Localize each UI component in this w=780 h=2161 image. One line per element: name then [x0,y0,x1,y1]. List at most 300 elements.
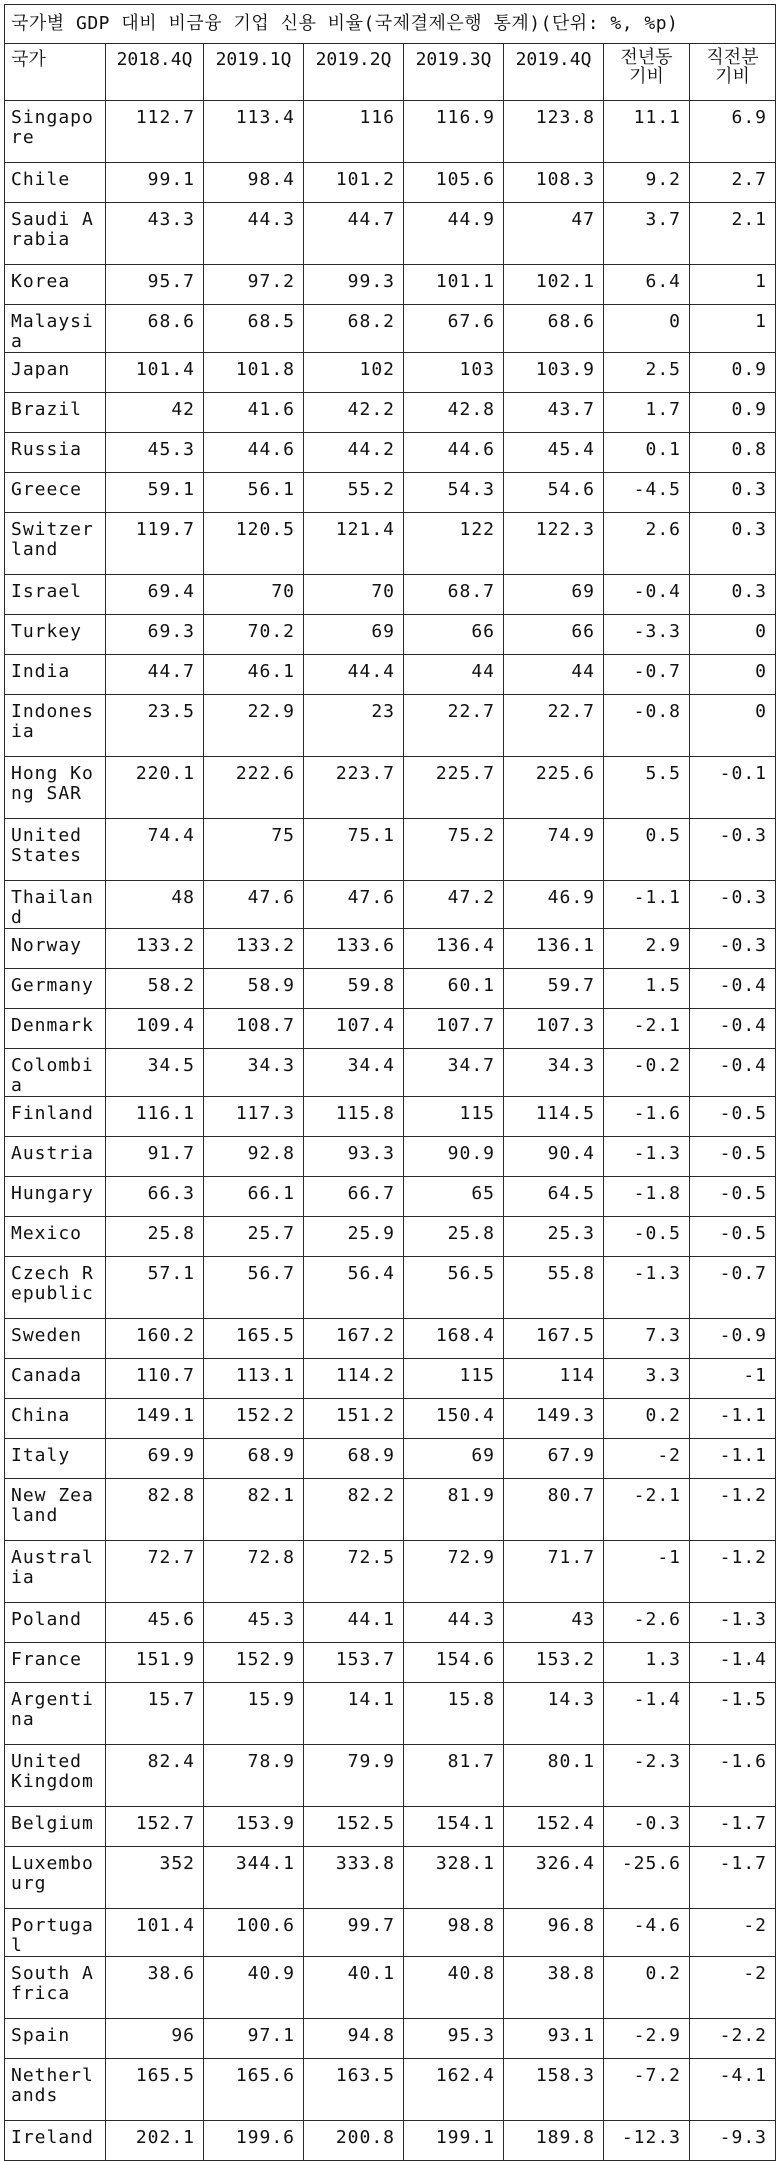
table-row [5,1049,776,1097]
cell-2019-3q: 115 [404,1359,504,1399]
cell-country: Ireland [5,2121,106,2161]
cell-yoy: -4.6 [604,1909,690,1957]
cell-country: Poland [5,1603,106,1643]
cell-country: Hong Kong SAR [5,757,106,819]
cell-2019-2q: 151.2 [304,1399,404,1439]
cell-2019-1q: 68.9 [204,1439,304,1479]
cell-2019-2q: 68.2 [304,305,404,353]
cell-2019-1q: 165.6 [204,2059,304,2121]
cell-qoq: -0.5 [690,1217,776,1257]
cell-2019-1q: 100.6 [204,1909,304,1957]
header-country: 국가 [5,44,106,101]
cell-2019-2q: 153.7 [304,1643,404,1683]
cell-2019-3q: 225.7 [404,757,504,819]
cell-country: France [5,1643,106,1683]
cell-2018-4q: 116.1 [106,1097,204,1137]
cell-country: Netherlands [5,2059,106,2121]
cell-2019-3q: 25.8 [404,1217,504,1257]
cell-yoy: -1.3 [604,1257,690,1319]
cell-2019-2q: 82.2 [304,1479,404,1541]
cell-2019-3q: 15.8 [404,1683,504,1745]
cell-2019-1q: 56.7 [204,1257,304,1319]
cell-2019-2q: 23 [304,695,404,757]
cell-2019-2q: 70 [304,575,404,615]
cell-yoy: 0.1 [604,433,690,473]
cell-2019-3q: 81.9 [404,1479,504,1541]
cell-country: Hungary [5,1177,106,1217]
header-yoy [604,44,690,101]
cell-country: Portugal [5,1909,106,1957]
cell-2019-3q: 72.9 [404,1541,504,1603]
cell-2018-4q: 59.1 [106,473,204,513]
cell-qoq: -1.2 [690,1479,776,1541]
cell-2019-2q: 101.2 [304,163,404,203]
cell-2019-4q: 66 [504,615,604,655]
cell-yoy: 0.5 [604,819,690,881]
cell-2019-4q: 153.2 [504,1643,604,1683]
cell-country: Brazil [5,393,106,433]
cell-qoq: -1.5 [690,1683,776,1745]
cell-qoq: -1.7 [690,1847,776,1909]
cell-2019-2q: 107.4 [304,1009,404,1049]
cell-2019-2q: 163.5 [304,2059,404,2121]
cell-2019-2q: 66.7 [304,1177,404,1217]
cell-country: Singapore [5,101,106,163]
cell-qoq: -9.3 [690,2121,776,2161]
table-row [5,473,776,513]
cell-yoy: 0 [604,305,690,353]
table-row [5,1479,776,1541]
cell-qoq: -2 [690,1909,776,1957]
header-qoq [690,44,776,101]
cell-2019-4q: 136.1 [504,929,604,969]
cell-yoy: -12.3 [604,2121,690,2161]
cell-country: Turkey [5,615,106,655]
cell-2019-1q: 44.3 [204,203,304,265]
cell-2019-2q: 56.4 [304,1257,404,1319]
cell-2019-4q: 93.1 [504,2019,604,2059]
cell-2019-4q: 149.3 [504,1399,604,1439]
cell-2019-3q: 101.1 [404,265,504,305]
table-row [5,1009,776,1049]
table-row [5,1439,776,1479]
cell-2019-3q: 168.4 [404,1319,504,1359]
cell-2019-1q: 165.5 [204,1319,304,1359]
cell-2019-2q: 75.1 [304,819,404,881]
cell-country: Spain [5,2019,106,2059]
cell-2019-4q: 67.9 [504,1439,604,1479]
cell-2019-3q: 69 [404,1439,504,1479]
cell-yoy: -7.2 [604,2059,690,2121]
cell-2019-2q: 72.5 [304,1541,404,1603]
cell-country: Belgium [5,1807,106,1847]
cell-country: Malaysia [5,305,106,353]
cell-2019-3q: 98.8 [404,1909,504,1957]
cell-yoy: 9.2 [604,163,690,203]
cell-2019-3q: 115 [404,1097,504,1137]
cell-yoy: -0.3 [604,1807,690,1847]
cell-2019-4q: 225.6 [504,757,604,819]
cell-2019-1q: 40.9 [204,1957,304,2019]
cell-2019-3q: 40.8 [404,1957,504,2019]
cell-2019-4q: 43.7 [504,393,604,433]
cell-2018-4q: 165.5 [106,2059,204,2121]
credit-ratio-table [4,4,776,2161]
cell-2019-1q: 92.8 [204,1137,304,1177]
table-row [5,1909,776,1957]
cell-2018-4q: 25.8 [106,1217,204,1257]
table-row [5,2019,776,2059]
cell-2019-4q: 69 [504,575,604,615]
cell-2019-4q: 71.7 [504,1541,604,1603]
cell-qoq: 0 [690,695,776,757]
cell-2019-3q: 66 [404,615,504,655]
cell-2019-1q: 47.6 [204,881,304,929]
cell-2019-2q: 25.9 [304,1217,404,1257]
cell-country: Norway [5,929,106,969]
cell-qoq: -0.5 [690,1177,776,1217]
cell-2019-2q: 223.7 [304,757,404,819]
cell-2019-3q: 42.8 [404,393,504,433]
cell-2019-2q: 99.7 [304,1909,404,1957]
cell-2019-1q: 78.9 [204,1745,304,1807]
header-2019-2q: 2019.2Q [304,44,404,101]
cell-qoq: 0.8 [690,433,776,473]
table-row [5,1683,776,1745]
cell-yoy: -2.6 [604,1603,690,1643]
cell-2019-3q: 22.7 [404,695,504,757]
cell-2019-3q: 44 [404,655,504,695]
cell-2019-2q: 14.1 [304,1683,404,1745]
header-2018-4q: 2018.4Q [106,44,204,101]
cell-2019-4q: 80.1 [504,1745,604,1807]
cell-qoq: -2 [690,1957,776,2019]
cell-2019-1q: 70.2 [204,615,304,655]
cell-2019-3q: 90.9 [404,1137,504,1177]
cell-2019-1q: 120.5 [204,513,304,575]
cell-2019-2q: 44.1 [304,1603,404,1643]
cell-2019-3q: 162.4 [404,2059,504,2121]
cell-country: United Kingdom [5,1745,106,1807]
cell-2018-4q: 220.1 [106,757,204,819]
cell-2019-3q: 60.1 [404,969,504,1009]
cell-2018-4q: 44.7 [106,655,204,695]
table-row [5,1643,776,1683]
cell-2019-1q: 66.1 [204,1177,304,1217]
cell-2019-1q: 22.9 [204,695,304,757]
cell-yoy: 0.2 [604,1957,690,2019]
cell-2019-3q: 44.9 [404,203,504,265]
cell-country: Italy [5,1439,106,1479]
cell-2019-2q: 93.3 [304,1137,404,1177]
cell-2019-1q: 117.3 [204,1097,304,1137]
cell-2019-3q: 44.6 [404,433,504,473]
cell-2019-2q: 44.7 [304,203,404,265]
cell-2019-4q: 74.9 [504,819,604,881]
cell-2019-1q: 15.9 [204,1683,304,1745]
table-row [5,1399,776,1439]
cell-2019-3q: 328.1 [404,1847,504,1909]
cell-2018-4q: 45.3 [106,433,204,473]
cell-2019-1q: 56.1 [204,473,304,513]
header-qoq-line2: 기비 [715,66,750,87]
cell-2019-1q: 97.2 [204,265,304,305]
cell-2018-4q: 68.6 [106,305,204,353]
table-row [5,881,776,929]
table-row [5,615,776,655]
cell-2018-4q: 202.1 [106,2121,204,2161]
table-row [5,265,776,305]
cell-2019-4q: 68.6 [504,305,604,353]
cell-2019-4q: 122.3 [504,513,604,575]
cell-qoq: -0.3 [690,929,776,969]
cell-2019-2q: 333.8 [304,1847,404,1909]
table-row [5,695,776,757]
table-body [5,101,776,2161]
cell-country: Indonesia [5,695,106,757]
cell-country: Japan [5,353,106,393]
cell-2019-4q: 25.3 [504,1217,604,1257]
cell-2019-2q: 102 [304,353,404,393]
cell-2019-4q: 47 [504,203,604,265]
cell-2019-2q: 40.1 [304,1957,404,2019]
cell-2019-4q: 64.5 [504,1177,604,1217]
cell-qoq: 0 [690,655,776,695]
cell-qoq: 1 [690,305,776,353]
cell-2019-3q: 75.2 [404,819,504,881]
cell-yoy: 2.9 [604,929,690,969]
cell-yoy: -1.1 [604,881,690,929]
cell-2018-4q: 91.7 [106,1137,204,1177]
cell-country: Sweden [5,1319,106,1359]
table-row [5,1257,776,1319]
cell-2019-1q: 68.5 [204,305,304,353]
cell-2018-4q: 82.8 [106,1479,204,1541]
cell-yoy: -25.6 [604,1847,690,1909]
cell-qoq: -1.2 [690,1541,776,1603]
cell-2019-2q: 79.9 [304,1745,404,1807]
cell-country: United States [5,819,106,881]
cell-2018-4q: 112.7 [106,101,204,163]
cell-country: Chile [5,163,106,203]
cell-2019-3q: 116.9 [404,101,504,163]
cell-2019-1q: 25.7 [204,1217,304,1257]
cell-2019-2q: 200.8 [304,2121,404,2161]
cell-country: New Zealand [5,1479,106,1541]
cell-yoy: 3.3 [604,1359,690,1399]
cell-qoq: -0.3 [690,819,776,881]
table-row [5,969,776,1009]
cell-yoy: -0.5 [604,1217,690,1257]
table-row [5,1745,776,1807]
cell-2019-2q: 34.4 [304,1049,404,1097]
cell-yoy: 2.5 [604,353,690,393]
table-row [5,2121,776,2161]
cell-yoy: -0.4 [604,575,690,615]
cell-qoq: -1.6 [690,1745,776,1807]
cell-2018-4q: 99.1 [106,163,204,203]
cell-2019-3q: 54.3 [404,473,504,513]
cell-2019-2q: 121.4 [304,513,404,575]
cell-2019-3q: 122 [404,513,504,575]
cell-2018-4q: 69.9 [106,1439,204,1479]
cell-2018-4q: 74.4 [106,819,204,881]
cell-2019-1q: 34.3 [204,1049,304,1097]
cell-qoq: 0.3 [690,473,776,513]
cell-country: Australia [5,1541,106,1603]
cell-2019-3q: 68.7 [404,575,504,615]
cell-2019-3q: 154.6 [404,1643,504,1683]
cell-2019-1q: 46.1 [204,655,304,695]
cell-2019-2q: 68.9 [304,1439,404,1479]
cell-2019-1q: 152.2 [204,1399,304,1439]
cell-qoq: -4.1 [690,2059,776,2121]
cell-country: Mexico [5,1217,106,1257]
cell-2019-4q: 123.8 [504,101,604,163]
cell-yoy: -2.3 [604,1745,690,1807]
cell-2019-3q: 103 [404,353,504,393]
cell-country: Denmark [5,1009,106,1049]
cell-2019-4q: 107.3 [504,1009,604,1049]
cell-2019-1q: 44.6 [204,433,304,473]
cell-2018-4q: 48 [106,881,204,929]
cell-country: Israel [5,575,106,615]
cell-2019-2q: 99.3 [304,265,404,305]
cell-2018-4q: 34.5 [106,1049,204,1097]
cell-2019-4q: 34.3 [504,1049,604,1097]
table-row [5,1217,776,1257]
cell-2019-3q: 95.3 [404,2019,504,2059]
cell-2018-4q: 72.7 [106,1541,204,1603]
table-row [5,1097,776,1137]
cell-2019-4q: 167.5 [504,1319,604,1359]
cell-country: Greece [5,473,106,513]
cell-2019-4q: 114.5 [504,1097,604,1137]
cell-yoy: 11.1 [604,101,690,163]
cell-2019-1q: 199.6 [204,2121,304,2161]
cell-country: Korea [5,265,106,305]
cell-2019-2q: 114.2 [304,1359,404,1399]
cell-country: Luxembourg [5,1847,106,1909]
cell-2019-1q: 72.8 [204,1541,304,1603]
cell-2019-1q: 133.2 [204,929,304,969]
cell-2019-1q: 344.1 [204,1847,304,1909]
cell-2019-4q: 44 [504,655,604,695]
table-row [5,163,776,203]
cell-country: Saudi Arabia [5,203,106,265]
cell-2019-2q: 55.2 [304,473,404,513]
header-2019-1q: 2019.1Q [204,44,304,101]
cell-yoy: 1.3 [604,1643,690,1683]
cell-country: Switzerland [5,513,106,575]
cell-country: Austria [5,1137,106,1177]
cell-2019-4q: 114 [504,1359,604,1399]
cell-qoq: -0.3 [690,881,776,929]
cell-2019-1q: 97.1 [204,2019,304,2059]
cell-country: Czech Republic [5,1257,106,1319]
cell-qoq: -0.1 [690,757,776,819]
cell-2019-3q: 65 [404,1177,504,1217]
cell-2019-4q: 45.4 [504,433,604,473]
cell-2019-3q: 107.7 [404,1009,504,1049]
cell-2019-2q: 133.6 [304,929,404,969]
cell-2018-4q: 66.3 [106,1177,204,1217]
cell-2019-1q: 98.4 [204,163,304,203]
cell-2019-2q: 167.2 [304,1319,404,1359]
cell-yoy: 2.6 [604,513,690,575]
cell-2018-4q: 96 [106,2019,204,2059]
cell-country: India [5,655,106,695]
cell-2019-4q: 158.3 [504,2059,604,2121]
cell-2019-2q: 47.6 [304,881,404,929]
cell-qoq: -2.2 [690,2019,776,2059]
table-row [5,1847,776,1909]
cell-2019-1q: 108.7 [204,1009,304,1049]
cell-2019-4q: 90.4 [504,1137,604,1177]
cell-qoq: -0.4 [690,969,776,1009]
cell-2018-4q: 152.7 [106,1807,204,1847]
cell-2019-4q: 22.7 [504,695,604,757]
cell-2019-4q: 14.3 [504,1683,604,1745]
cell-yoy: -1.8 [604,1177,690,1217]
header-yoy-line1: 전년동 [620,47,673,68]
cell-country: South Africa [5,1957,106,2019]
cell-2018-4q: 57.1 [106,1257,204,1319]
cell-2018-4q: 82.4 [106,1745,204,1807]
cell-2019-3q: 44.3 [404,1603,504,1643]
cell-2019-2q: 94.8 [304,2019,404,2059]
header-row [5,44,776,101]
cell-2019-4q: 59.7 [504,969,604,1009]
cell-2019-2q: 59.8 [304,969,404,1009]
cell-2019-1q: 41.6 [204,393,304,433]
cell-2019-1q: 222.6 [204,757,304,819]
table-document [4,4,775,2161]
cell-yoy: -0.2 [604,1049,690,1097]
cell-2019-4q: 108.3 [504,163,604,203]
table-row [5,203,776,265]
cell-2019-4q: 326.4 [504,1847,604,1909]
table-row [5,1807,776,1847]
cell-yoy: -1.3 [604,1137,690,1177]
table-row [5,1603,776,1643]
cell-yoy: 0.2 [604,1399,690,1439]
cell-yoy: -4.5 [604,473,690,513]
cell-2019-2q: 69 [304,615,404,655]
cell-2019-4q: 103.9 [504,353,604,393]
cell-yoy: 1.5 [604,969,690,1009]
cell-yoy: -2.1 [604,1009,690,1049]
cell-2019-4q: 152.4 [504,1807,604,1847]
cell-2018-4q: 101.4 [106,353,204,393]
cell-2019-4q: 54.6 [504,473,604,513]
cell-2019-3q: 34.7 [404,1049,504,1097]
cell-2018-4q: 42 [106,393,204,433]
table-row [5,393,776,433]
cell-country: Finland [5,1097,106,1137]
cell-2019-4q: 43 [504,1603,604,1643]
cell-2019-4q: 189.8 [504,2121,604,2161]
cell-2019-2q: 152.5 [304,1807,404,1847]
table-title: 국가별 GDP 대비 비금융 기업 신용 비율(국제결제은행 통계)(단위: %, %p) [5,5,776,44]
cell-qoq: 6.9 [690,101,776,163]
cell-yoy: 5.5 [604,757,690,819]
cell-qoq: 0.9 [690,353,776,393]
cell-qoq: 0.3 [690,513,776,575]
cell-2018-4q: 69.4 [106,575,204,615]
cell-2019-3q: 199.1 [404,2121,504,2161]
cell-2018-4q: 109.4 [106,1009,204,1049]
